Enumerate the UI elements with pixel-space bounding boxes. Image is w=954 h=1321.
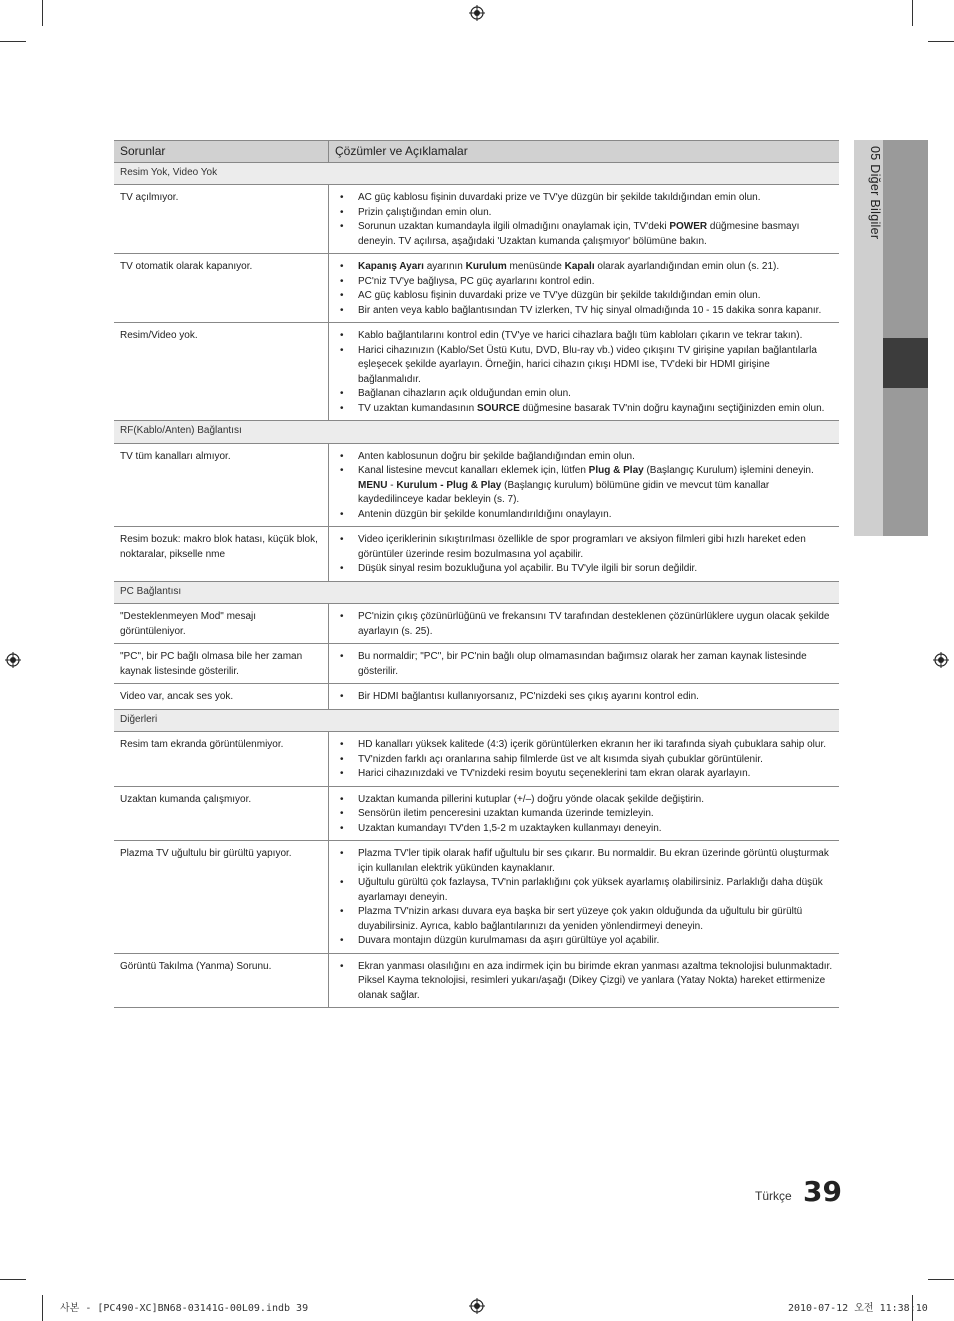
table-row xyxy=(114,527,839,582)
section-row xyxy=(114,421,839,444)
table-row xyxy=(114,732,839,787)
chapter-tab-label: 05 Diğer Bilgiler xyxy=(868,146,882,240)
section-title: PC Bağlantısı xyxy=(114,581,839,604)
table-row xyxy=(114,254,839,323)
solution-item: • Prizin çalıştığından emin olun. xyxy=(329,206,833,221)
solution-item: • Bu normaldir; "PC", bir PC'nin bağlı olup olmamasından bağımsız olarak her zaman kaynak listesinde gösterilir. xyxy=(329,650,833,679)
solution-list xyxy=(329,260,833,318)
section-row xyxy=(114,162,839,185)
solution-item: • Anten kablosunun doğru bir şekilde bağlandığından emin olun. xyxy=(329,450,833,465)
section-row xyxy=(114,581,839,604)
solution-item: • PC'niz TV'ye bağlıysa, PC güç ayarlarını kontrol edin. xyxy=(329,275,833,290)
troubleshooting-table xyxy=(114,140,839,1008)
solution-item: • HD kanalları yüksek kalitede (4:3) içerik görüntülerken ekranın her iki tarafında siyah çubuklara sahip olur. xyxy=(329,738,833,753)
solution-list xyxy=(329,847,833,949)
solution-item: • Plazma TV'ler tipik olarak hafif uğultulu bir ses çıkarır. Bu normaldir. Bu ekran üzerinde görüntü oluşturmak için kullanılan elektrik yükünden kaynaklanır. xyxy=(329,847,833,876)
section-title: RF(Kablo/Anten) Bağlantısı xyxy=(114,421,839,444)
solution-cell xyxy=(329,684,840,710)
solution-item: • Plazma TV'nizin arkası duvara eya başka bir sert yüzeye çok yakın olduğunda da uğultulu bir gürültü duyabilirsiniz. Ayrıca, kablo bağlantılarınızı da yeniden yönlendirmeyi deneyin. xyxy=(329,905,833,934)
solution-list xyxy=(329,191,833,249)
registration-mark-icon xyxy=(933,652,949,668)
footer-language: Türkçe xyxy=(755,1189,792,1203)
problem-cell: Görüntü Takılma (Yanma) Sorunu. xyxy=(114,953,329,1008)
table-row xyxy=(114,185,839,254)
print-slug-right: 2010-07-12 오전 11:38:10 xyxy=(788,1303,928,1314)
registration-mark-icon xyxy=(469,1298,485,1314)
problem-cell: Resim bozuk: makro blok hatası, küçük blok, noktaralar, pikselle nme xyxy=(114,527,329,582)
solution-item: • Uğultulu gürültü çok fazlaysa, TV'nin parlaklığını çok yüksek ayarlamış olabilirsiniz. Parlaklığı daha düşük ayarlamayı deneyin. xyxy=(329,876,833,905)
solution-list xyxy=(329,960,833,1004)
problem-cell: "Desteklenmeyen Mod" mesajı görüntüleniyor. xyxy=(114,604,329,644)
registration-mark-icon xyxy=(5,652,21,668)
header-solutions: Çözümler ve Açıklamalar xyxy=(329,141,840,163)
crop-mark xyxy=(928,1279,954,1280)
table-row xyxy=(114,684,839,710)
solution-cell xyxy=(329,254,840,323)
solution-item: • Kablo bağlantılarını kontrol edin (TV'ye ve harici cihazlara bağlı tüm kabloları çıkarın ve tekrar takın). xyxy=(329,329,833,344)
table-row xyxy=(114,953,839,1008)
solution-cell xyxy=(329,443,840,527)
problem-cell: TV otomatik olarak kapanıyor. xyxy=(114,254,329,323)
solution-item: • Düşük sinyal resim bozukluğuna yol açabilir. Bu TV'yle ilgili bir sorun değildir. xyxy=(329,562,833,577)
solution-item: • Ekran yanması olasılığını en aza indirmek için bu birimde ekran yanması azaltma teknolojisi bulunmaktadır. Piksel Kayma teknolojisi, resimleri yukarı/aşağı (Dikey Çizgi) ve yanlara (Yatay Nokta) hareket ettirmenize olanak sağlar. xyxy=(329,960,833,1004)
solution-item: • Harici cihazınızdaki ve TV'nizdeki resim boyutu seçeneklerini tam ekran olarak ayarlayın. xyxy=(329,767,833,782)
problem-cell: TV tüm kanalları almıyor. xyxy=(114,443,329,527)
solution-item: • Kapanış Ayarı ayarının Kurulum menüsünde Kapalı olarak ayarlandığından emin olun (s. 21). xyxy=(329,260,833,275)
solution-cell xyxy=(329,604,840,644)
solution-cell xyxy=(329,644,840,684)
solution-item: • Antenin düzgün bir şekilde konumlandırıldığını onaylayın. xyxy=(329,508,833,523)
solution-cell xyxy=(329,953,840,1008)
crop-mark xyxy=(42,0,43,26)
problem-cell: Resim tam ekranda görüntülenmiyor. xyxy=(114,732,329,787)
solution-item: • Bir anten veya kablo bağlantısından TV izlerken, TV hiç sinyal olmadığında 10 - 15 dakika sonra kapanır. xyxy=(329,304,833,319)
crop-mark xyxy=(0,1279,26,1280)
solution-list xyxy=(329,738,833,782)
problem-cell: "PC", bir PC bağlı olmasa bile her zaman kaynak listesinde gösterilir. xyxy=(114,644,329,684)
problem-cell: TV açılmıyor. xyxy=(114,185,329,254)
solution-list xyxy=(329,650,833,679)
table-row xyxy=(114,786,839,841)
solution-item: • AC güç kablosu fişinin duvardaki prize ve TV'ye düzgün bir şekilde takıldığından emin olun. xyxy=(329,289,833,304)
section-row xyxy=(114,709,839,732)
solution-item: • TV'nizden farklı açı oranlarına sahip filmlerde üst ve alt kısımda siyah çubuklar görüntülenir. xyxy=(329,753,833,768)
page-number: 39 xyxy=(803,1175,842,1208)
registration-mark-icon xyxy=(469,5,485,21)
solution-item: • Uzaktan kumanda pillerini kutuplar (+/–) doğru yönde olacak şekilde değiştirin. xyxy=(329,793,833,808)
table-header-row xyxy=(114,141,839,163)
header-problems: Sorunlar xyxy=(114,141,329,163)
solution-list xyxy=(329,450,833,523)
table-body xyxy=(114,162,839,1008)
solution-list xyxy=(329,610,833,639)
solution-item: • AC güç kablosu fişinin duvardaki prize ve TV'ye düzgün bir şekilde takıldığından emin olun. xyxy=(329,191,833,206)
table-row xyxy=(114,323,839,421)
solution-item: • Duvara montajın düzgün kurulmaması da aşırı gürültüye yol açabilir. xyxy=(329,934,833,949)
solution-list xyxy=(329,793,833,837)
solution-cell xyxy=(329,527,840,582)
solution-list xyxy=(329,329,833,416)
chapter-tab xyxy=(854,140,928,536)
problem-cell: Video var, ancak ses yok. xyxy=(114,684,329,710)
solution-list xyxy=(329,533,833,577)
problem-cell: Plazma TV uğultulu bir gürültü yapıyor. xyxy=(114,841,329,954)
table-row xyxy=(114,604,839,644)
solution-list xyxy=(329,690,833,705)
solution-item: • Harici cihazınızın (Kablo/Set Üstü Kutu, DVD, Blu-ray vb.) video çıkışını TV girişine yapılan bağlantılarla eşleşecek şekilde ayarlayın. Örneğin, harici cihazın çıkışı HDMI ise, TV'deki bir HDMI girişine bağlanmalıdır. xyxy=(329,344,833,388)
chapter-tab-marker xyxy=(883,338,928,388)
crop-mark xyxy=(42,1295,43,1321)
solution-item: • Bir HDMI bağlantısı kullanıyorsanız, PC'nizdeki ses çıkış ayarını kontrol edin. xyxy=(329,690,833,705)
section-title: Diğerleri xyxy=(114,709,839,732)
solution-item: • Uzaktan kumandayı TV'den 1,5-2 m uzaktayken kullanmayı deneyin. xyxy=(329,822,833,837)
solution-cell xyxy=(329,323,840,421)
solution-item: • Sorunun uzaktan kumandayla ilgili olmadığını onaylamak için, TV'deki POWER düğmesine basmayı deneyin. TV açılırsa, aşağıdaki 'Uzaktan kumanda çalışmıyor' bölümüne bakın. xyxy=(329,220,833,249)
print-slug-left: 사본 - [PC490-XC]BN68-03141G-00L09.indb 39 xyxy=(60,1303,309,1314)
problem-cell: Resim/Video yok. xyxy=(114,323,329,421)
solution-cell xyxy=(329,732,840,787)
section-title: Resim Yok, Video Yok xyxy=(114,162,839,185)
solution-item: • PC'nizin çıkış çözünürlüğünü ve frekansını TV tarafından desteklenen çözünürlüklere uygun olacak şekilde ayarlayın (s. 25). xyxy=(329,610,833,639)
crop-mark xyxy=(0,41,26,42)
solution-item: • TV uzaktan kumandasının SOURCE düğmesine basarak TV'nin doğru kaynağını seçtiğinizden emin olun. xyxy=(329,402,833,417)
table-row xyxy=(114,841,839,954)
solution-item: • Bağlanan cihazların açık olduğundan emin olun. xyxy=(329,387,833,402)
problem-cell: Uzaktan kumanda çalışmıyor. xyxy=(114,786,329,841)
solution-cell xyxy=(329,841,840,954)
solution-item: • Kanal listesine mevcut kanalları eklemek için, lütfen Plug & Play (Başlangıç Kurulum) işlemini deneyin. MENU - Kurulum - Plug & Play (Başlangıç kurulum) bölümüne gidin ve mevcut tüm kanallar kaydedilinceye kadar bekleyin (s. 7). xyxy=(329,464,833,508)
crop-mark xyxy=(928,41,954,42)
solution-item: • Sensörün iletim penceresini uzaktan kumanda üzerinde temizleyin. xyxy=(329,807,833,822)
solution-cell xyxy=(329,786,840,841)
table-row xyxy=(114,644,839,684)
crop-mark xyxy=(912,0,913,26)
solution-cell xyxy=(329,185,840,254)
solution-item: • Video içeriklerinin sıkıştırılması özellikle de spor programları ve aksiyon filmleri gibi hızlı hareket eden görüntüler üzerinde resim bozulmasına yol açabilir. xyxy=(329,533,833,562)
table-row xyxy=(114,443,839,527)
